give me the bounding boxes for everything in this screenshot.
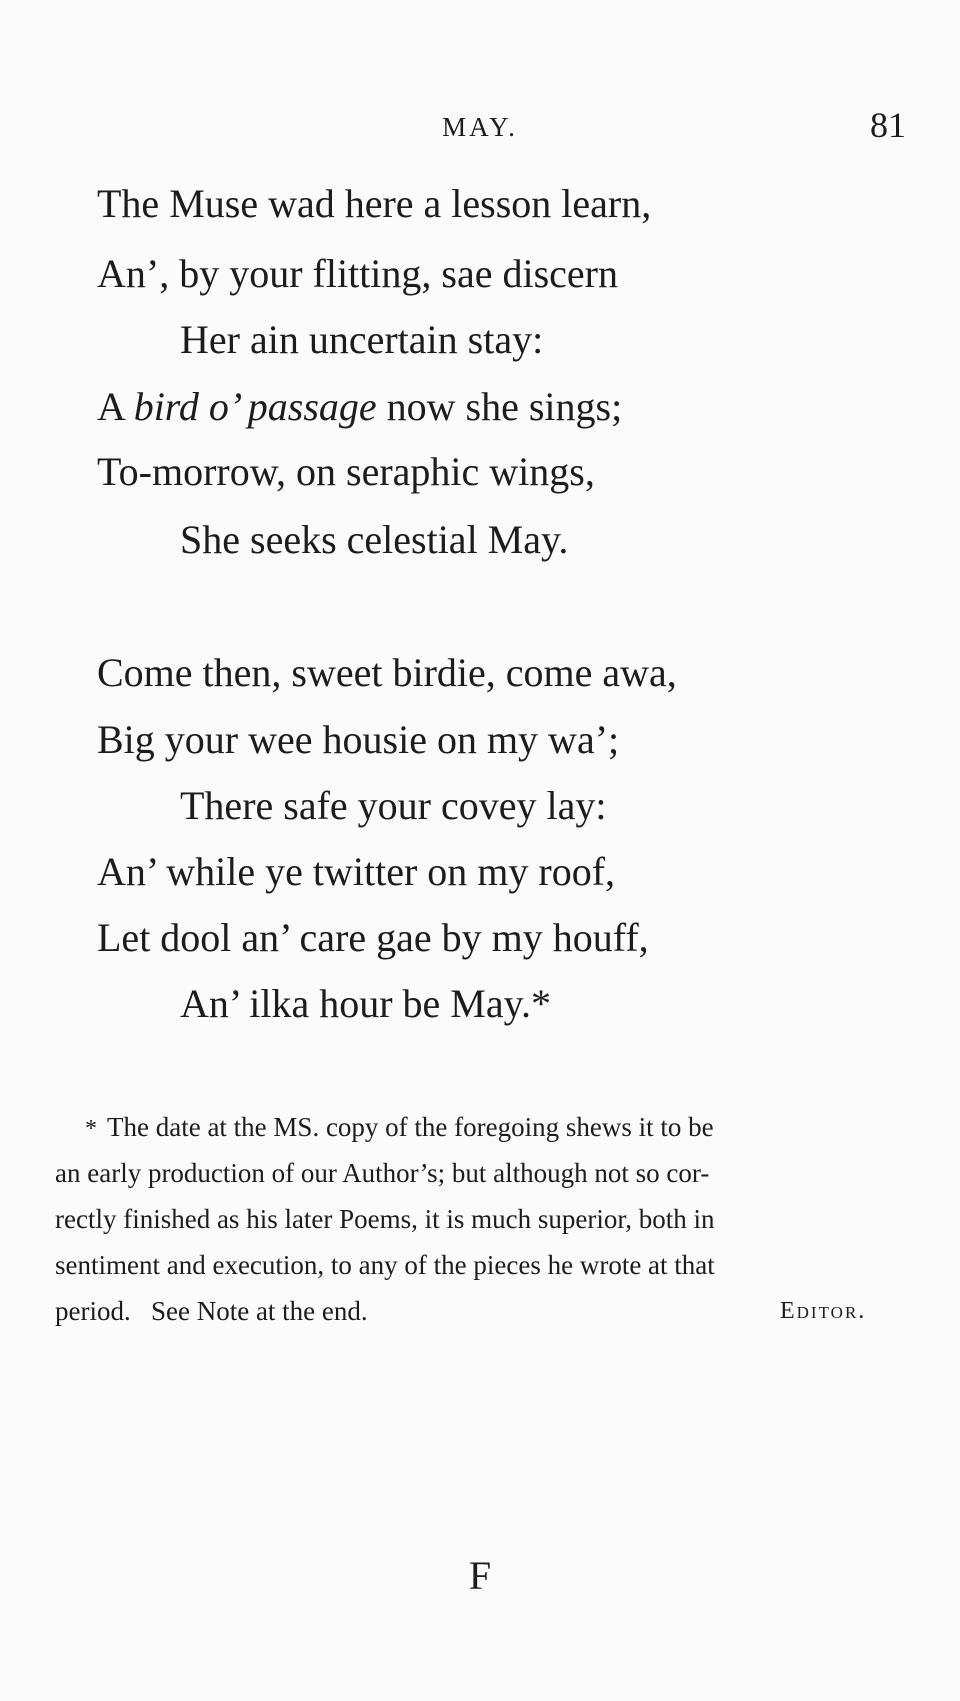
footnote-line: sentiment and execution, to any of the pieces he wrote at that bbox=[55, 1250, 715, 1280]
poem-line: Let dool an’ care gae by my houff, bbox=[97, 915, 649, 960]
poem-line: She seeks celestial May. bbox=[180, 517, 569, 562]
poem-line: The Muse wad here a lesson learn, bbox=[97, 181, 652, 226]
footnote-line: an early production of our Author’s; but although not so cor- bbox=[55, 1158, 710, 1188]
poem-line bbox=[97, 383, 622, 430]
poem-line: There safe your covey lay: bbox=[180, 783, 607, 828]
footnote-marker: * bbox=[85, 1116, 97, 1142]
poem-line: An’ ilka hour be May.* bbox=[180, 981, 552, 1026]
footnote-signoff: Editor. bbox=[780, 1298, 867, 1324]
footnote-line: rectly finished as his later Poems, it is much superior, both in bbox=[55, 1204, 715, 1234]
page-number: 81 bbox=[870, 105, 906, 145]
poem-line: An’ while ye twitter on my roof, bbox=[97, 849, 616, 894]
poem-line: An’, by your flitting, sae discern bbox=[97, 251, 618, 296]
footnote-text: The date at the MS. copy of the foregoing shews it to be bbox=[107, 1112, 714, 1142]
running-header: MAY. bbox=[442, 112, 518, 142]
poem-line: To-morrow, on seraphic wings, bbox=[97, 449, 595, 494]
poem-emphasis: bird o’ passage bbox=[133, 384, 377, 429]
poem-line: Her ain uncertain stay: bbox=[180, 317, 544, 362]
poem-text: now she sings; bbox=[376, 384, 623, 429]
signature-mark: F bbox=[468, 1553, 492, 1598]
poem-line: Big your wee housie on my wa’; bbox=[97, 717, 620, 762]
footnote-line: period. See Note at the end. bbox=[55, 1296, 368, 1326]
footnote-line bbox=[85, 1112, 940, 1143]
poem-line: Come then, sweet birdie, come awa, bbox=[97, 650, 677, 695]
poem-text: A bbox=[97, 384, 134, 429]
